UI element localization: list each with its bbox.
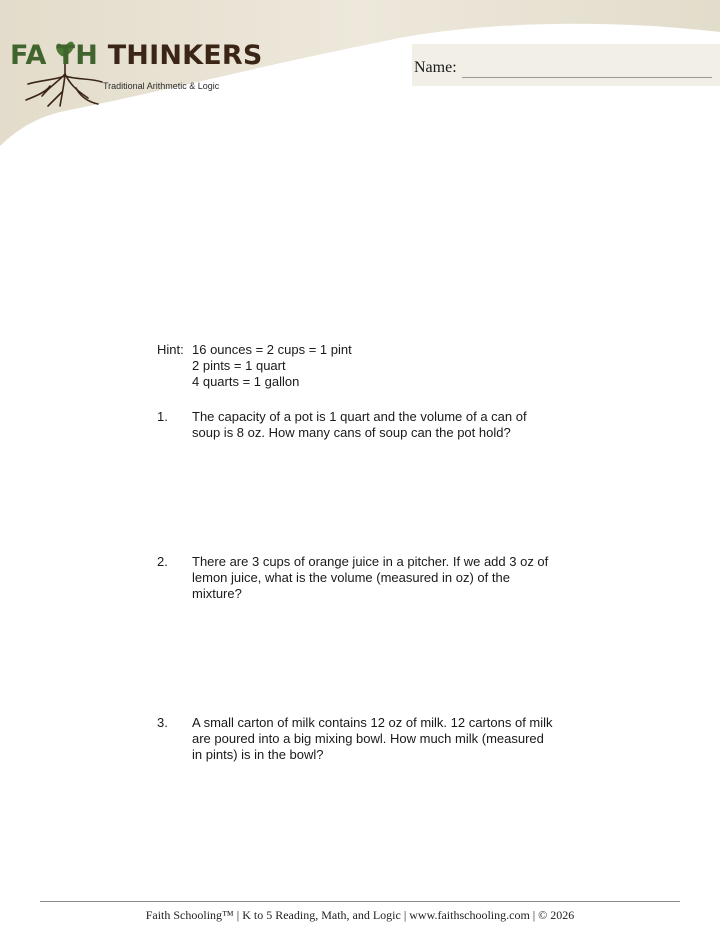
hint-line: 16 ounces = 2 cups = 1 pint xyxy=(192,342,352,357)
footer-text: Faith Schooling™ | K to 5 Reading, Math, and Logic | www.faithschooling.com | © 2026 xyxy=(145,908,575,922)
question-number: 1. xyxy=(157,409,168,424)
name-input-line[interactable] xyxy=(462,77,712,78)
question-text: There are 3 cups of orange juice in a pitcher. If we add 3 oz of lemon juice, what is the volume (measured in oz) of the mixture? xyxy=(192,554,549,601)
hint-line: 2 pints = 1 quart xyxy=(192,358,286,373)
faith-thinkers-logo xyxy=(6,26,263,108)
question-number: 3. xyxy=(157,715,168,730)
footer-divider xyxy=(40,901,680,902)
hint-line: 4 quarts = 1 gallon xyxy=(192,374,300,389)
logo-tagline: Traditional Arithmetic & Logic xyxy=(103,81,220,91)
question-text: A small carton of milk contains 12 oz of milk. 12 cartons of milk are poured into a big mixing bowl. How much milk (measured in pints) is in the bowl? xyxy=(192,715,553,762)
hint-label: Hint: xyxy=(157,342,184,357)
logo-wordmark: FA TH THINKERS xyxy=(10,40,263,71)
question-text: The capacity of a pot is 1 quart and the volume of a can of soup is 8 oz. How many cans of soup can the pot hold? xyxy=(192,409,527,440)
question-number: 2. xyxy=(157,554,168,569)
name-label: Name: xyxy=(414,59,457,76)
